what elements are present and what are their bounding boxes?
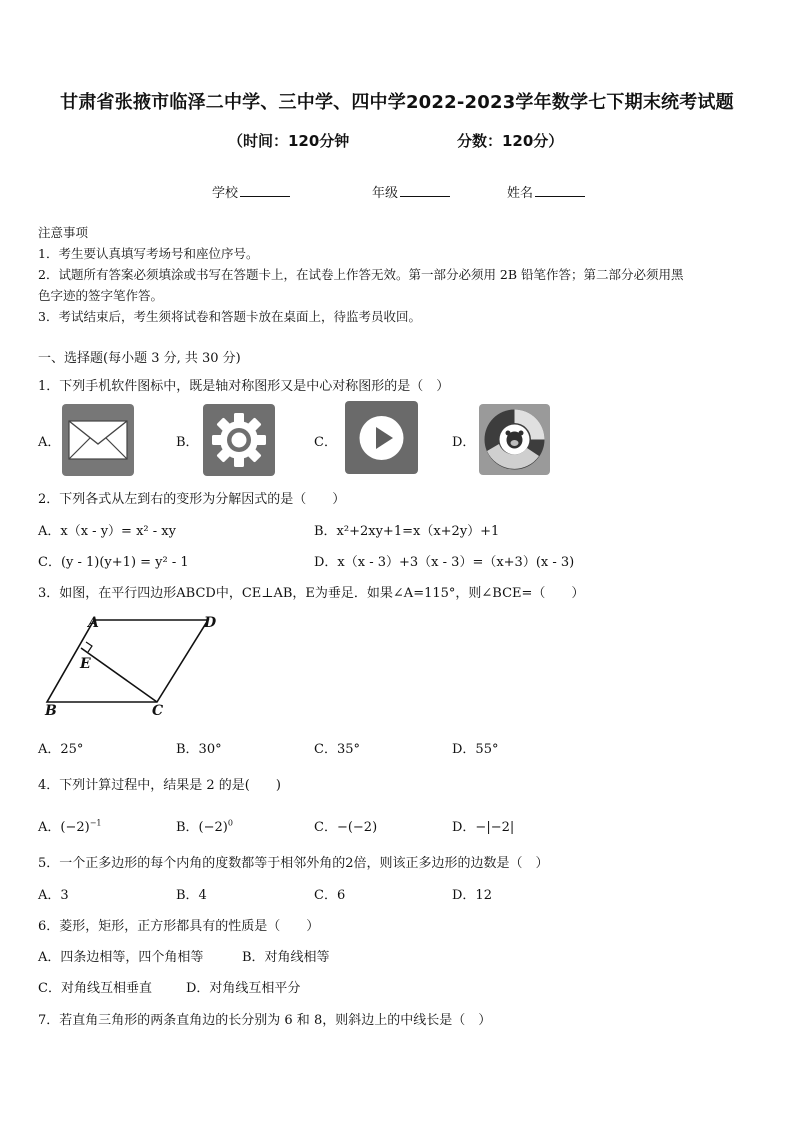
q3-option-b[interactable]: B．30° bbox=[176, 742, 222, 757]
vertex-label-c: C bbox=[152, 703, 164, 719]
q5-option-a[interactable]: A．3 bbox=[38, 888, 69, 903]
parallelogram-figure bbox=[38, 612, 228, 724]
q6-stem: 6．菱形，矩形，正方形都具有的性质是（ ） bbox=[38, 919, 320, 934]
name-field[interactable] bbox=[507, 182, 585, 201]
school-field[interactable] bbox=[212, 182, 290, 201]
q6-option-a[interactable]: A．四条边相等，四个角相等 bbox=[38, 950, 204, 965]
q1-option-b-label[interactable]: B． bbox=[176, 435, 199, 450]
q5-option-d[interactable]: D．12 bbox=[452, 888, 492, 903]
grade-label: 年级 bbox=[372, 186, 399, 201]
q2-stem: 2．下列各式从左到右的变形为分解因式的是（ ） bbox=[38, 492, 346, 507]
q6-option-c[interactable]: C．对角线互相垂直 bbox=[38, 981, 152, 996]
vertex-label-b: B bbox=[45, 703, 57, 719]
q4-option-d[interactable]: D．−|−2| bbox=[452, 820, 515, 835]
q2-option-c[interactable]: C．(y - 1)(y+1) = y² - 1 bbox=[38, 555, 189, 570]
q1-option-a-label[interactable]: A． bbox=[38, 435, 61, 450]
q2-option-d[interactable]: D．x（x - 3）+3（x - 3）=（x+3）(x - 3) bbox=[314, 555, 575, 570]
q2-option-a[interactable]: A．x（x - y）= x² - xy bbox=[38, 524, 176, 539]
q7-stem: 7．若直角三角形的两条直角边的长分别为 6 和 8，则斜边上的中线长是（ ） bbox=[38, 1013, 492, 1028]
envelope-icon[interactable] bbox=[62, 404, 134, 476]
notice-line-2a: 2．试题所有答案必须填涂或书写在答题卡上，在试卷上作答无效。第一部分必须用 2B 铅笔作答；第二部分必须用黑 bbox=[38, 267, 684, 282]
exam-time: （时间：120分钟 bbox=[228, 132, 350, 150]
vertex-label-a: A bbox=[88, 615, 99, 631]
q4-option-b-exponent: 0 bbox=[227, 818, 233, 828]
exam-title: 甘肃省张掖市临泽二中学、三中学、四中学2022-2023学年数学七下期末统考试题 bbox=[60, 92, 734, 113]
q4-option-a-base: A．(−2) bbox=[38, 820, 90, 835]
name-blank[interactable] bbox=[535, 184, 585, 197]
q2-option-b[interactable]: B．x²+2xy+1=x（x+2y）+1 bbox=[314, 524, 500, 539]
browser-logo-icon[interactable] bbox=[479, 404, 550, 475]
section-heading: 一、选择题(每小题 3 分, 共 30 分) bbox=[38, 351, 241, 366]
q6-option-d[interactable]: D．对角线互相平分 bbox=[186, 981, 301, 996]
q4-option-c[interactable]: C．−(−2) bbox=[314, 820, 378, 835]
q6-option-b[interactable]: B．对角线相等 bbox=[242, 950, 330, 965]
grade-field[interactable] bbox=[372, 182, 450, 201]
notice-heading: 注意事项 bbox=[38, 225, 89, 240]
q5-stem: 5．一个正多边形的每个内角的度数都等于相邻外角的2倍，则该正多边形的边数是（ ） bbox=[38, 856, 549, 871]
grade-blank[interactable] bbox=[400, 184, 450, 197]
q1-option-d-label[interactable]: D． bbox=[452, 435, 476, 450]
exam-score: 分数：120分） bbox=[457, 132, 564, 150]
q4-option-a-exponent: −1 bbox=[89, 818, 102, 828]
notice-line-2b: 色字迹的签字笔作答。 bbox=[38, 288, 164, 303]
q4-option-b-base: B．(−2) bbox=[176, 820, 228, 835]
q3-option-a[interactable]: A．25° bbox=[38, 742, 84, 757]
name-label: 姓名 bbox=[507, 186, 534, 201]
q4-option-b[interactable] bbox=[176, 816, 233, 835]
gear-icon[interactable] bbox=[203, 404, 275, 476]
school-blank[interactable] bbox=[240, 184, 290, 197]
q5-option-c[interactable]: C．6 bbox=[314, 888, 346, 903]
q1-option-c-label[interactable]: C． bbox=[314, 435, 337, 450]
q3-option-d[interactable]: D．55° bbox=[452, 742, 499, 757]
play-icon[interactable] bbox=[345, 401, 418, 474]
notice-line-3: 3．考试结束后，考生须将试卷和答题卡放在桌面上，待监考员收回。 bbox=[38, 309, 421, 324]
notice-line-1: 1．考生要认真填写考场号和座位序号。 bbox=[38, 246, 259, 261]
q1-stem: 1．下列手机软件图标中，既是轴对称图形又是中心对称图形的是（ ） bbox=[38, 379, 450, 394]
q4-stem: 4．下列计算过程中，结果是 2 的是( ) bbox=[38, 778, 281, 793]
q5-option-b[interactable]: B．4 bbox=[176, 888, 207, 903]
school-label: 学校 bbox=[212, 186, 239, 201]
q4-option-a[interactable] bbox=[38, 816, 102, 835]
q3-option-c[interactable]: C．35° bbox=[314, 742, 360, 757]
vertex-label-e: E bbox=[80, 656, 91, 672]
q3-stem: 3．如图，在平行四边形ABCD中，CE⊥AB，E为垂足．如果∠A=115°，则∠BCE=（ ） bbox=[38, 586, 585, 601]
vertex-label-d: D bbox=[204, 615, 217, 631]
notice-block bbox=[38, 222, 768, 327]
